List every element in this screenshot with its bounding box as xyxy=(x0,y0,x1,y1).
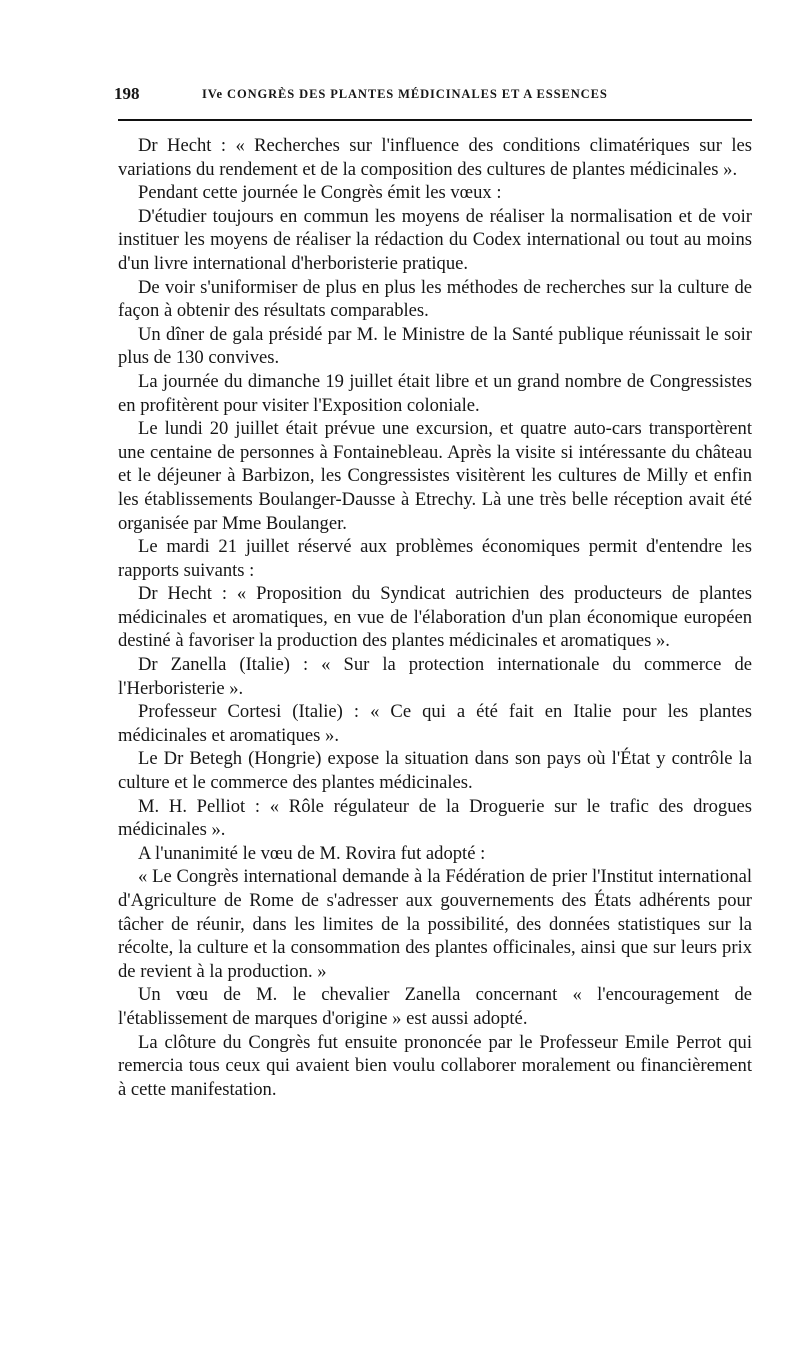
paragraph-pelliot: M. H. Pelliot : « Rôle régulateur de la Droguerie sur le trafic des drogues médicinales ». xyxy=(118,795,752,841)
paragraph-betegh: Le Dr Betegh (Hongrie) expose la situation dans son pays où l'État y contrôle la culture et le commerce des plantes médicinales. xyxy=(118,748,752,794)
paragraph-voeu-methodes: De voir s'uniformiser de plus en plus les méthodes de recherches sur la culture de façon à obtenir des résultats comparables. xyxy=(118,276,752,322)
body-text xyxy=(118,134,752,1101)
book-page xyxy=(114,84,752,1101)
paragraph-hecht-proposition: Dr Hecht : « Proposition du Syndicat autrichien des producteurs de plantes médicinales et aromatiques, en vue de l'élaboration d'un plan économique européen destiné à favoriser la production des plantes médicinales et aromatiques ». xyxy=(118,583,752,652)
paragraph-hecht-recherches: Dr Hecht : « Recherches sur l'influence des conditions climatériques sur les variations du rendement et de la composition des cultures de plantes médicinales ». xyxy=(118,135,752,180)
paragraph-mardi: Le mardi 21 juillet réservé aux problèmes économiques permit d'entendre les rapports suivants : xyxy=(118,536,752,581)
paragraph-rovira: A l'unanimité le vœu de M. Rovira fut adopté : xyxy=(138,842,486,864)
header-rule xyxy=(118,119,752,121)
paragraph-cortesi: Professeur Cortesi (Italie) : « Ce qui a été fait en Italie pour les plantes médicinales et aromatiques ». xyxy=(118,701,752,746)
paragraph-diner-gala: Un dîner de gala présidé par M. le Ministre de la Santé publique réunissait le soir plus de 130 convives. xyxy=(118,323,752,369)
paragraph-voeu-zanella: Un vœu de M. le chevalier Zanella concernant « l'encouragement de l'établissement de marques d'origine » est aussi adopté. xyxy=(118,984,752,1029)
paragraph-voeux-intro: Pendant cette journée le Congrès émit les vœux : xyxy=(138,182,502,204)
running-title: IVe CONGRÈS DES PLANTES MÉDICINALES ET A ESSENCES xyxy=(202,87,608,101)
page-number: 198 xyxy=(114,84,140,103)
paragraph-voeu-codex: D'étudier toujours en commun les moyens de réaliser la normalisation et de voir instituer les moyens de réaliser la rédaction du Codex international ou tout au moins d'un livre international d'herboristerie pratique. xyxy=(118,205,752,274)
paragraph-excursion: Le lundi 20 juillet était prévue une excursion, et quatre auto-cars transportèrent une centaine de personnes à Fontainebleau. Après la visite si intéressante du château et le déjeuner à Barbizon, les Congressistes visitèrent les cultures de Milly et enfin les établissements Boulanger-Dausse à Etrechy. Là une très belle réception avait été organisée par Mme Boulanger. xyxy=(118,418,752,534)
paragraph-zanella: Dr Zanella (Italie) : « Sur la protection internationale du commerce de l'Herboristerie ». xyxy=(118,654,752,699)
paragraph-voeu-institut: « Le Congrès international demande à la Fédération de prier l'Institut international d'Agriculture de Rome de s'adresser aux gouvernements des États adhérents pour tâcher de réunir, dans les limites de la possibilité, des données statistiques sur la récolte, la culture et la consommation des plantes officinales, ainsi que sur leurs prix de revient à la production. » xyxy=(118,866,752,982)
paragraph-dimanche: La journée du dimanche 19 juillet était libre et un grand nombre de Congressistes en profitèrent pour visiter l'Exposition coloniale. xyxy=(118,370,752,416)
paragraph-cloture: La clôture du Congrès fut ensuite prononcée par le Professeur Emile Perrot qui remercia tous ceux qui avaient bien voulu collaborer moralement ou financièrement à cette manifestation. xyxy=(118,1031,752,1100)
running-head xyxy=(114,84,752,110)
